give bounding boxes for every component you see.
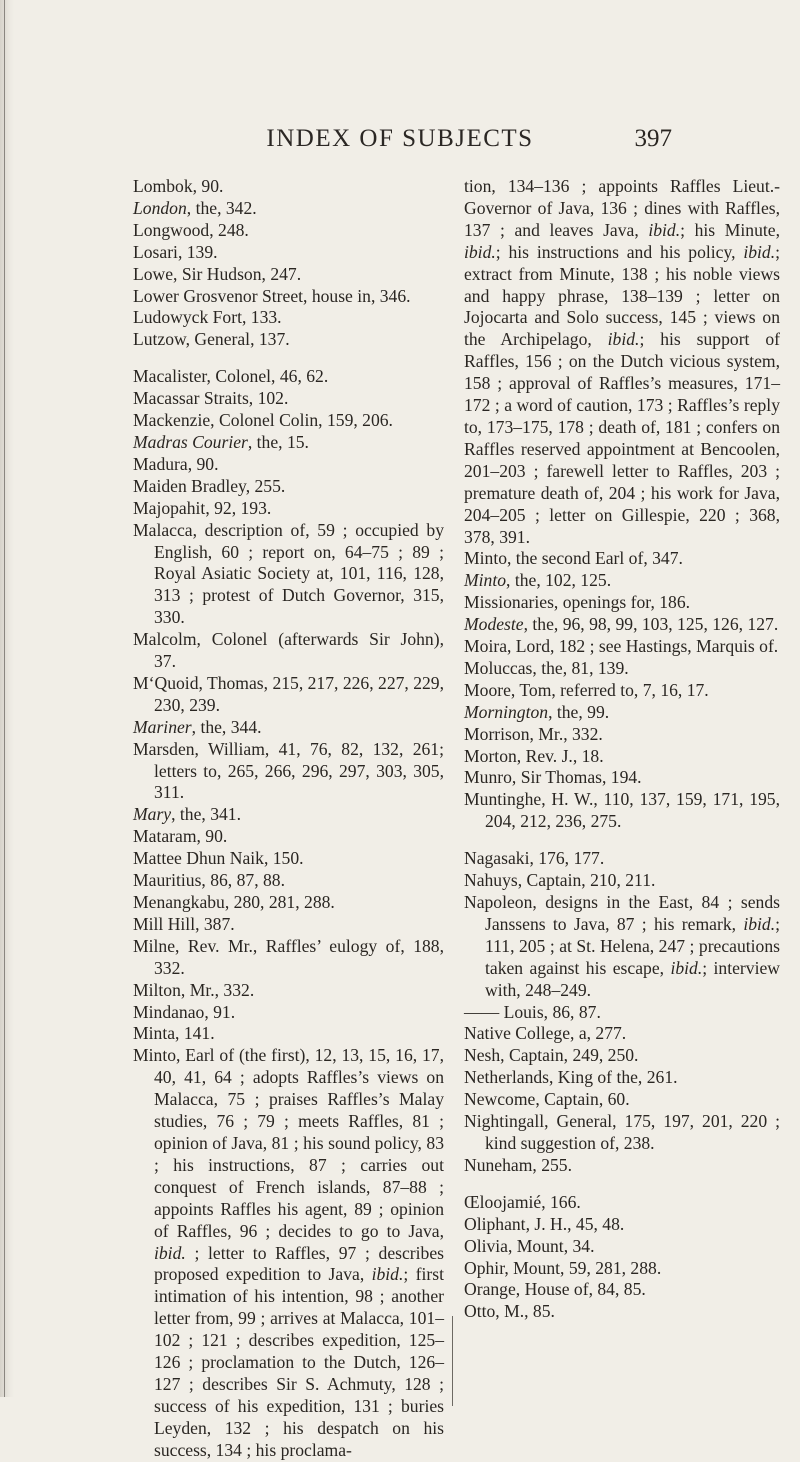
- index-entry: [133, 432, 444, 454]
- entry-text: ; extract from Minute, 138 ; his noble views and happy phrase, 138–139 ; letter on Jojocarta and Solo success, 145 ; views on the Archipelago,: [464, 241, 780, 350]
- index-entry: [464, 176, 780, 548]
- entry-text: Morrison, Mr., 332.: [464, 723, 603, 744]
- entry-text: , the, 102, 125.: [506, 570, 612, 591]
- italic-text: ibid.: [154, 1242, 186, 1263]
- entry-text: Lutzow, General, 137.: [133, 329, 290, 350]
- left-column: [133, 176, 444, 1462]
- index-entry: [464, 870, 780, 892]
- index-entry: [133, 454, 444, 476]
- index-entry: [464, 592, 780, 614]
- entry-text: ; first intimation of his intention, 98 ; another letter from, 99 ; arrives at Malacca, 101–102 ; 121 ; describes expedition, 125–126 ; proclamation to the Dutch, 126–127 ; describes Sir S. Achmuty, 128 ; success of his expedition, 131 ; buries Leyden, 132 ; his despatch on his success, 134 ; his proclama-: [154, 1264, 444, 1460]
- italic-text: ibid.: [743, 241, 776, 262]
- entry-text: Netherlands, King of the, 261.: [464, 1067, 678, 1088]
- entry-text: Olivia, Mount, 34.: [464, 1235, 595, 1256]
- entry-text: Losari, 139.: [133, 241, 218, 262]
- entry-text: Nesh, Captain, 249, 250.: [464, 1045, 639, 1066]
- index-entry: [133, 717, 444, 739]
- entry-text: Mindanao, 91.: [133, 1001, 236, 1022]
- entry-text: Moluccas, the, 81, 139.: [464, 657, 629, 678]
- entry-text: Mataram, 90.: [133, 826, 228, 847]
- index-entry: [464, 1214, 780, 1236]
- entry-text: Orange, House of, 84, 85.: [464, 1279, 646, 1300]
- entry-text: Mackenzie, Colonel Colin, 159, 206.: [133, 410, 393, 431]
- index-entry: [464, 1045, 780, 1067]
- entry-text: ; interview with, 248–249.: [485, 957, 780, 1000]
- entry-text: , the, 344.: [191, 716, 262, 737]
- entry-text: Native College, a, 277.: [464, 1023, 627, 1044]
- index-entry: [464, 1067, 780, 1089]
- entry-text: , the, 341.: [171, 804, 241, 825]
- index-entry: [464, 789, 780, 833]
- italic-text: ibid.: [607, 329, 640, 350]
- index-entry: [464, 1023, 780, 1045]
- index-entry: [464, 1236, 780, 1258]
- index-entry: [133, 629, 444, 673]
- entry-text: Longwood, 248.: [133, 219, 249, 240]
- entry-text: —— Louis, 86, 87.: [464, 1001, 601, 1022]
- entry-text: Moore, Tom, referred to, 7, 16, 17.: [464, 679, 709, 700]
- entry-text: Macassar Straits, 102.: [133, 388, 289, 409]
- page-number: 397: [634, 125, 672, 152]
- italic-text: ibid.: [464, 241, 496, 262]
- entry-text: ; his support of Raffles, 156 ; on the Dutch vicious system, 158 ; approval of Raffles’s measures, 171–172 ; a word of caution, 173 ; Raffles’s reply to, 173–175, 178 ; death of, 181 ; confers on Raffles reserved appointment at Bencoolen, 201–203 ; farewell letter to Raffles, 203 ; premature death of, 204 ; his work for Java, 204–205 ; letter on Gillespie, 220 ; 368, 378, 391.: [464, 329, 780, 547]
- index-entry: [464, 1089, 780, 1111]
- entry-text: Milton, Mr., 332.: [133, 979, 255, 1000]
- index-entry: [464, 636, 780, 658]
- italic-text: ibid.: [371, 1264, 404, 1285]
- index-entry: [133, 264, 444, 286]
- italic-text: London: [133, 197, 187, 218]
- index-entry: [133, 914, 444, 936]
- entry-text: tion, 134–136 ; appoints Raffles Lieut.-Governor of Java, 136 ; dines with Raffles, 137 ; and leaves Java,: [464, 176, 780, 240]
- italic-text: Minto: [464, 570, 507, 591]
- index-entry: [133, 804, 444, 826]
- entry-text: Menangkabu, 280, 281, 288.: [133, 892, 335, 912]
- index-entry: [133, 892, 444, 914]
- index-entry: [133, 388, 444, 410]
- entry-text: Morton, Rev. J., 18.: [464, 745, 604, 766]
- index-entry: [133, 673, 444, 717]
- index-entry: [464, 680, 780, 702]
- italic-text: Madras Courier: [133, 431, 248, 452]
- entry-text: Missionaries, openings for, 186.: [464, 592, 691, 613]
- entry-text: ; 111, 205 ; at St. Helena, 247 ; precautions taken against his escape,: [485, 913, 780, 978]
- entry-text: ; his Minute,: [680, 219, 780, 240]
- italic-text: Mornington: [464, 701, 549, 722]
- italic-text: Modeste: [464, 614, 524, 635]
- index-entry: [464, 848, 780, 870]
- italic-text: ibid.: [648, 219, 681, 240]
- index-entry: [133, 307, 444, 329]
- index-entry: [133, 242, 444, 264]
- index-entry: [133, 366, 444, 388]
- index-entry: [133, 1045, 444, 1461]
- entry-text: Macalister, Colonel, 46, 62.: [133, 366, 329, 387]
- entry-text: Minto, Earl of (the first), 12, 13, 15, 16, 17, 40, 41, 64 ; adopts Raffles’s views on Malacca, 75 ; praises Raffles’s Malay studies, 76 ; 79 ; meets Raffles, 81 ; opinion of Java, 81 ; his sound policy, 83 ; his instructions, 87 ; carries out conquest of French islands, 87–88 ; appoints Raffles his agent, 89 ; opinion of Raffles, 96 ; decides to go to Java,: [133, 1045, 444, 1241]
- index-entry: [464, 570, 780, 592]
- index-entry: [133, 936, 444, 980]
- entry-text: Majopahit, 92, 193.: [133, 497, 272, 518]
- entry-text: , the, 342.: [186, 197, 257, 218]
- index-entry: [133, 476, 444, 498]
- entry-text: Ludowyck Fort, 133.: [133, 307, 282, 328]
- index-entry: [464, 548, 780, 570]
- index-entry: [464, 614, 780, 636]
- index-entry: [133, 870, 444, 892]
- index-entry: [464, 746, 780, 768]
- index-entry: [133, 1002, 444, 1024]
- index-entry: [133, 176, 444, 198]
- entry-text: Nuneham, 255.: [464, 1154, 572, 1175]
- entry-text: Muntinghe, H. W., 110, 137, 159, 171, 195, 204, 212, 236, 275.: [464, 789, 780, 832]
- italic-text: Mary: [133, 804, 172, 825]
- page-edge-line: [4, 0, 5, 1397]
- index-entry: [133, 498, 444, 520]
- index-entry: [464, 1002, 780, 1024]
- entry-text: Nagasaki, 176, 177.: [464, 848, 605, 869]
- index-entry: [464, 724, 780, 746]
- entry-text: Mill Hill, 387.: [133, 913, 235, 934]
- entry-text: Maiden Bradley, 255.: [133, 475, 286, 496]
- index-entry: [133, 826, 444, 848]
- entry-text: Minto, the second Earl of, 347.: [464, 548, 683, 569]
- entry-text: Malcolm, Colonel (afterwards Sir John), 37.: [133, 629, 444, 672]
- entry-text: Otto, M., 85.: [464, 1301, 555, 1322]
- entry-text: M‘Quoid, Thomas, 215, 217, 226, 227, 229, 230, 239.: [133, 672, 444, 715]
- entry-text: , the, 15.: [247, 431, 309, 452]
- index-entry: [133, 286, 444, 308]
- index-entry: [464, 702, 780, 724]
- entry-text: Lombok, 90.: [133, 176, 224, 196]
- italic-text: Mariner: [133, 716, 192, 737]
- entry-text: Newcome, Captain, 60.: [464, 1089, 630, 1110]
- entry-text: Minta, 141.: [133, 1023, 215, 1044]
- italic-text: ibid.: [670, 957, 703, 978]
- index-entry: [464, 767, 780, 789]
- entry-text: Oliphant, J. H., 45, 48.: [464, 1213, 625, 1234]
- entry-text: , the, 96, 98, 99, 103, 125, 126, 127.: [523, 614, 779, 635]
- entry-text: Madura, 90.: [133, 453, 219, 474]
- page-edge: [0, 0, 14, 1397]
- entry-text: ; letter to Raffles, 97 ; describes proposed expedition to Java,: [154, 1242, 444, 1285]
- index-entry: [133, 329, 444, 351]
- entry-text: Munro, Sir Thomas, 194.: [464, 767, 642, 788]
- index-entry: [133, 1023, 444, 1045]
- index-entry: [464, 1111, 780, 1155]
- index-entry: [464, 658, 780, 680]
- entry-text: Mattee Dhun Naik, 150.: [133, 848, 304, 869]
- index-entry: [133, 739, 444, 805]
- index-entry: [464, 1192, 780, 1214]
- entry-text: Marsden, William, 41, 76, 82, 132, 261; letters to, 265, 266, 296, 297, 303, 305, 311.: [133, 738, 444, 803]
- index-entry: [133, 520, 444, 630]
- entry-text: Ophir, Mount, 59, 281, 288.: [464, 1257, 662, 1278]
- entry-text: Lowe, Sir Hudson, 247.: [133, 263, 302, 284]
- running-title: INDEX OF SUBJECTS: [266, 125, 534, 152]
- index-entry: [464, 1301, 780, 1323]
- entry-text: Nahuys, Captain, 210, 211.: [464, 870, 656, 891]
- italic-text: ibid.: [743, 913, 776, 934]
- entry-text: Nightingall, General, 175, 197, 201, 220 ; kind suggestion of, 238.: [464, 1111, 780, 1153]
- index-entry: [464, 1258, 780, 1280]
- entry-text: Malacca, description of, 59 ; occupied by English, 60 ; report on, 64–75 ; 89 ; Royal Asiatic Society at, 101, 116, 128, 313 ; protest of Dutch Governor, 315, 330.: [133, 519, 444, 628]
- entry-text: ; his instructions and his policy,: [495, 241, 744, 262]
- entry-text: , the, 99.: [548, 701, 610, 722]
- index-entry: [133, 410, 444, 432]
- entry-text: Mauritius, 86, 87, 88.: [133, 870, 285, 891]
- entry-text: Lower Grosvenor Street, house in, 346.: [133, 285, 411, 306]
- index-entry: [464, 1279, 780, 1301]
- entry-text: Napoleon, designs in the East, 84 ; sends Janssens to Java, 87 ; his remark,: [464, 892, 780, 934]
- index-entry: [133, 848, 444, 870]
- index-entry: [133, 980, 444, 1002]
- index-entry: [464, 892, 780, 1002]
- index-entry: [464, 1155, 780, 1177]
- entry-text: Œloojamié, 166.: [464, 1191, 581, 1212]
- index-entry: [133, 198, 444, 220]
- entry-text: Moira, Lord, 182 ; see Hastings, Marquis of.: [464, 636, 779, 657]
- right-column: [464, 176, 780, 1323]
- page-header: [0, 125, 800, 165]
- index-entry: [133, 220, 444, 242]
- entry-text: Milne, Rev. Mr., Raffles’ eulogy of, 188, 332.: [133, 935, 444, 978]
